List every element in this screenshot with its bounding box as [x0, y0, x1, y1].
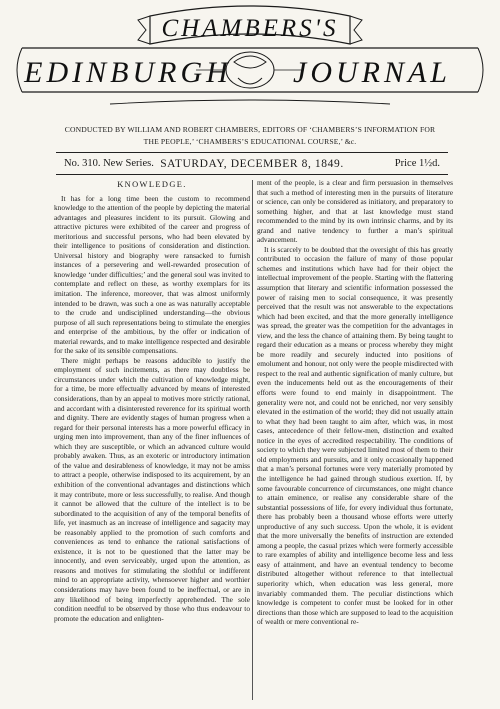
- bottom-rule: [56, 174, 448, 175]
- right-column: [257, 178, 453, 708]
- right-paragraph: It is scarcely to be doubted that the oversight of this has greatly contributed to occasion the failure of many of those popular schemes and institutions which have had for their object the intellectual improvement of the people. Starting with the flattering assumption that literary and scientific information possessed the power of raising men to social consequence, it was presently perceived that the result was not answerable to the expectations which had been excited, and that the more generally intelligence was spread, the greater was the competition for the advantages in view, and the less the chance of attaining them. By being taught to regard their education as a means or process whereby they might be more readily and securely inducted into positions of emolument and honour, not only were the people misdirected with respect to the real and authentic signification of manly culture, but even the inducements held out as the encouragements of their efforts were found to end mainly in disappointment. The generality were not, and could not be enriched, nor very sensibly elevated in the estimation of the world; they did not usually attain to what they had been taught to aim after, which was, in most cases, antecedence of their fellow-men, distinction and exalted notice in the eyes of accredited respectability. The conditions of society to which they were subjected limited most of them to their old employments and pursuits, and it only occasionally happened that a man’s personal fortunes were very materially promoted by the intelligence he had gained through studious exertion. If, by some favourable concurrence of circumstances, one might chance to attain eminence, or realise any considerable share of the substantial possessions of life, for every individual thus fortunate, there has probably been a thousand whose efforts were utterly unproductive of any such success. Upon the whole, it is evident that the more universally the benefits of instruction are extended among a people, the casual prizes which were formerly accessible to rare examples of ability and intelligence become less and less easy of attainment, and have an eventual tendency to become distributed altogether without reference to that intellectual superiority which, when education was less general, more invariably commanded them. The peculiar distinctions which knowledge is competent to confer must be looked for in other directions than those which are supposed to lead to the acquisition of wealth or mere conventional re-: [257, 244, 453, 627]
- issue-price: Price 1½d.: [394, 158, 440, 169]
- issue-date: SATURDAY, DECEMBER 8, 1849.: [160, 158, 344, 170]
- conducted-by-line-1: CONDUCTED BY WILLIAM AND ROBERT CHAMBERS, EDITORS OF ‘CHAMBERS’S INFORMATION FOR: [64, 125, 436, 134]
- left-column: [54, 178, 250, 708]
- right-paragraph: ment of the people, is a clear and firm persuasion in themselves that such a method of interesting men in the pursuits of literature or science, can only be considered as initiatory, and preparatory to something higher, and that at last knowledge must stand recommended to the mind by its own intrinsic charms, and by its grand and native tendency to further a man’s spiritual advancement.: [257, 178, 453, 245]
- issue-line: [56, 155, 448, 173]
- column-divider: [252, 180, 253, 700]
- masthead-middle-left: EDINBURGH: [24, 56, 232, 89]
- left-paragraph: It has for a long time been the custom to recommend knowledge to the attention of the people by depicting the material advantages and pleasures incident to its pursuit. Glowing and attractive pictures were exhibited of the career and progress of meritorious and successful persons, who had been elevated by their intelligence to positions of consideration and distinction. Universal history and biography were ransacked to furnish instances of a persevering and well-rewarded prosecution of knowledge ‘under difficulties;’ and the general soul was invited to contemplate and reflect on these, as worthy exemplars for its imitation. The inference, moreover, that was almost uniformly intended to be drawn, was such a one as was naturally acceptable to the crude and undisciplined understanding—the obvious purpose of all such representations being to stimulate the energies and enterprise of the ambitious, by the offer or indication of material rewards, and to make intelligence respected and desirable for the sake of its sensible compensations.: [54, 193, 250, 356]
- conducted-by-line: [0, 124, 500, 148]
- article-title: KNOWLEDGE.: [117, 180, 187, 189]
- top-rule: [56, 152, 448, 153]
- masthead-banner: [0, 0, 500, 122]
- issue-number: No. 310. New Series.: [64, 158, 154, 169]
- conducted-by-line-2: THE PEOPLE,’ ‘CHAMBERS’S EDUCATIONAL COURSE,’ &c.: [143, 137, 357, 146]
- left-paragraph: There might perhaps be reasons adducible to justify the employment of such incitements, as there may doubtless be circumstances under which the cultivation of knowledge might, for a time, be more effectually advanced by means of interested considerations, than by an appeal to motives more strictly rational, and accordant with a disinterested reverence for its spiritual worth and dignity. There are evidently stages of human progress when a regard for their personal interests has a more powerful efficacy in urging men into improvement, than any of the finer influences of which they are susceptible, or which an advanced culture would probably awaken. Thus, as an exoteric or introductory intimation of the value and desirableness of knowledge, it may not be amiss to attract a people, otherwise indisposed to its acquirement, by an exhibition of the conventional advantages and distinctions which it may contribute, more or less successfully, to realise. And though it cannot be allowed that the culture of the intellect is to be subordinated to the acquisition of any of the temporal benefits of life, yet inasmuch as an increase of intelligence and sagacity may be reasonably applied to the promotion of such comforts and conveniences as tend to enhance the rational satisfactions of existence, it is not to be questioned that the latter may be innocently, and even serviceably, urged upon the attention, as reasons and motives for stimulating the slothful or indifferent mind to an appropriate activity, whensoever higher and worthier considerations may have been found to be ineffectual, or are in any likelihood of being imperfectly apprehended. The sole condition needful to be observed by those who thus endeavour to promote the education and enlighten-: [54, 355, 250, 623]
- masthead-middle-right: JOURNAL: [293, 56, 451, 89]
- masthead-top-word: CHAMBERS'S: [161, 15, 339, 42]
- masthead: [0, 0, 500, 122]
